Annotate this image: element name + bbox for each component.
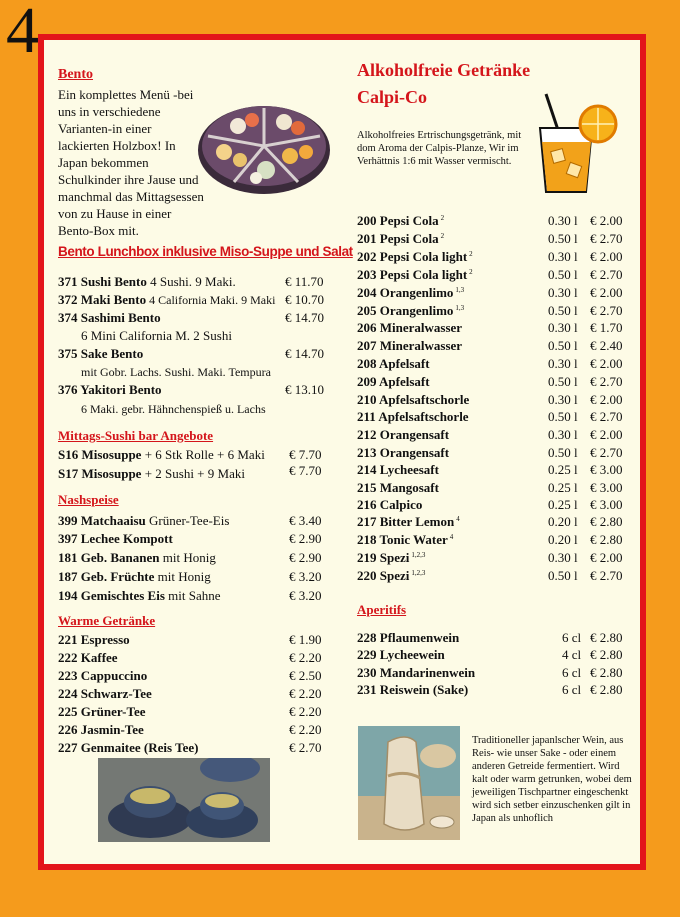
sake-note: Traditioneller japanlscher Wein, aus Reis- wie unser Sake - oder einem anderen Getreide fermentiert. Wird kalt oder warm getrunken, wobei dem jeweiligen Tischpartner eingeschenkt wird sich setber einzuschenken gilt in Japan als unhoflich	[472, 735, 632, 824]
aperitif-volume: 6 cl	[562, 630, 582, 645]
warme-item: 226 Jasmin-Tee	[58, 722, 144, 737]
nashspeise-item: 399 Matchaaisu Grüner-Tee-Eis	[58, 513, 230, 528]
lunchbox-item: 372 Maki Bento 4 California Maki. 9 Maki	[58, 292, 276, 307]
drink-price: € 2.70	[590, 445, 623, 460]
drink-item: 216 Calpico	[357, 497, 423, 512]
aperitif-item: 231 Reiswein (Sake)	[357, 682, 469, 697]
lunchbox-item: 376 Yakitori Bento	[58, 382, 162, 397]
warme-price: € 2.70	[289, 740, 322, 755]
aperitif-item: 228 Pflaumenwein	[357, 630, 460, 645]
drink-item: 211 Apfelsaftschorle	[357, 409, 469, 424]
aperitif-item: 230 Mandarinenwein	[357, 665, 476, 680]
lunchbox-title: Bento Lunchbox inklusive Miso-Suppe und Salat	[58, 244, 353, 259]
drink-price: € 2.80	[590, 532, 623, 547]
alkoholfrei-title: Alkoholfreie Getränke	[357, 60, 531, 80]
drink-volume: 0.50 l	[548, 303, 578, 318]
drink-price: € 2.00	[590, 285, 623, 300]
warme-item: 221 Espresso	[58, 632, 130, 647]
drink-price: € 2.70	[590, 267, 623, 282]
drink-price: € 2.00	[590, 550, 623, 565]
drink-item: 210 Apfelsaftschorle	[357, 392, 470, 407]
drink-volume: 0.30 l	[548, 392, 578, 407]
drink-volume: 0.30 l	[548, 249, 578, 264]
bento-box-image	[194, 96, 334, 198]
drink-glass-image	[530, 92, 622, 196]
nashspeise-price: € 3.40	[289, 513, 322, 528]
warme-title: Warme Getränke	[58, 613, 156, 628]
drink-volume: 0.50 l	[548, 267, 578, 282]
drink-item: 207 Mineralwasser	[357, 338, 463, 353]
drink-item: 209 Apfelsaft	[357, 374, 430, 389]
calpico-title: Calpi-Co	[357, 87, 428, 107]
drink-item: 213 Orangensaft	[357, 445, 450, 460]
mittags-price: € 7.70	[289, 447, 322, 462]
aperitif-volume: 4 cl	[562, 647, 582, 662]
drink-volume: 0.50 l	[548, 445, 578, 460]
drink-item: 204 Orangenlimo $^{1,3}$	[357, 285, 465, 300]
drink-volume: 0.30 l	[548, 285, 578, 300]
drink-price: € 2.00	[590, 249, 623, 264]
drink-price: € 2.40	[590, 338, 623, 353]
mittags-price: € 7.70	[289, 463, 322, 478]
drink-volume: 0.30 l	[548, 320, 578, 335]
drink-item: 203 Pepsi Cola light $^2$	[357, 267, 473, 282]
drink-price: € 2.00	[590, 427, 623, 442]
warme-price: € 2.20	[289, 722, 322, 737]
drink-item: 215 Mangosaft	[357, 480, 439, 495]
aperitifs-title: Aperitifs	[357, 602, 407, 617]
warme-price: € 2.50	[289, 668, 322, 683]
drink-price: € 3.00	[590, 462, 623, 477]
drink-volume: 0.50 l	[548, 568, 578, 583]
drink-price: € 2.70	[590, 231, 623, 246]
sake-bottle-image	[358, 726, 460, 840]
drink-item: 208 Apfelsaft	[357, 356, 430, 371]
aperitif-item: 229 Lycheewein	[357, 647, 445, 662]
drink-item: 212 Orangensaft	[357, 427, 450, 442]
drink-price: € 2.70	[590, 568, 623, 583]
aperitif-volume: 6 cl	[562, 682, 582, 697]
lunchbox-item: 375 Sake Bento	[58, 346, 144, 361]
tea-set-image	[98, 758, 270, 842]
warme-item: 222 Kaffee	[58, 650, 118, 665]
lunchbox-item-detail: 6 Maki. gebr. Hähnchenspieß u. Lachs	[81, 402, 266, 416]
lunchbox-price: € 14.70	[285, 310, 324, 325]
drink-volume: 0.50 l	[548, 409, 578, 424]
drink-volume: 0.50 l	[548, 374, 578, 389]
aperitif-price: € 2.80	[590, 682, 623, 697]
drink-item: 201 Pepsi Cola $^2$	[357, 231, 445, 246]
nashspeise-item: 397 Lechee Kompott	[58, 531, 173, 546]
lunchbox-price: € 13.10	[285, 382, 324, 397]
drink-volume: 0.25 l	[548, 462, 578, 477]
warme-item: 223 Cappuccino	[58, 668, 148, 683]
calpico-description: Alkoholfreies Ertrischungsgetränk, mit dom Aroma der Calpis-Planze, Wir im Verhättnis 1:6 mit Wasser vermischt.	[357, 130, 522, 167]
nashspeise-title: Nashspeise	[58, 492, 119, 507]
mittags-item: S17 Misosuppe + 2 Sushi + 9 Maki	[58, 466, 245, 481]
drink-volume: 0.30 l	[548, 550, 578, 565]
warme-price: € 2.20	[289, 650, 322, 665]
bento-title: Bento	[58, 67, 93, 82]
aperitif-volume: 6 cl	[562, 665, 582, 680]
lunchbox-price: € 11.70	[285, 274, 324, 289]
nashspeise-item: 181 Geb. Bananen mit Honig	[58, 550, 216, 565]
drink-item: 202 Pepsi Cola light $^2$	[357, 249, 473, 264]
nashspeise-price: € 3.20	[289, 569, 322, 584]
aperitif-price: € 2.80	[590, 665, 623, 680]
drink-price: € 2.80	[590, 514, 623, 529]
drink-item: 220 Spezi $^{1,2,3}$	[357, 568, 426, 583]
page-number: 4	[6, 0, 39, 67]
warme-price: € 1.90	[289, 632, 322, 647]
lunchbox-item-detail: mit Gobr. Lachs. Sushi. Maki. Tempura	[81, 365, 271, 379]
nashspeise-item: 194 Gemischtes Eis mit Sahne	[58, 588, 221, 603]
mittags-title: Mittags-Sushi bar Angebote	[58, 428, 214, 443]
lunchbox-item: 374 Sashimi Bento	[58, 310, 161, 325]
lunchbox-item-detail: 6 Mini California M. 2 Sushi	[81, 328, 232, 343]
nashspeise-price: € 2.90	[289, 531, 322, 546]
drink-item: 206 Mineralwasser	[357, 320, 463, 335]
lunchbox-price: € 14.70	[285, 346, 324, 361]
lunchbox-item: 371 Sushi Bento 4 Sushi. 9 Maki.	[58, 274, 236, 289]
drink-volume: 0.50 l	[548, 231, 578, 246]
drink-price: € 3.00	[590, 480, 623, 495]
drink-volume: 0.50 l	[548, 338, 578, 353]
drink-price: € 1.70	[590, 320, 623, 335]
nashspeise-price: € 2.90	[289, 550, 322, 565]
drink-volume: 0.25 l	[548, 497, 578, 512]
drink-volume: 0.30 l	[548, 356, 578, 371]
drink-volume: 0.30 l	[548, 213, 578, 228]
drink-item: 217 Bitter Lemon $^4$	[357, 514, 460, 529]
drink-volume: 0.20 l	[548, 532, 578, 547]
bento-description: Ein komplettes Menü -bei uns in verschiedene Varianten-in einer lackierten Holzbox! In Japan bekommen Schulkinder ihre Jause und manchmal das Mittagsessen von zu Hause in einer Bento-Box mit.	[58, 87, 204, 238]
drink-price: € 2.00	[590, 356, 623, 371]
drink-volume: 0.25 l	[548, 480, 578, 495]
drink-price: € 2.70	[590, 303, 623, 318]
drink-item: 219 Spezi $^{1,2,3}$	[357, 550, 426, 565]
warme-item: 225 Grüner-Tee	[58, 704, 146, 719]
warme-item: 224 Schwarz-Tee	[58, 686, 152, 701]
aperitif-price: € 2.80	[590, 630, 623, 645]
lunchbox-price: € 10.70	[285, 292, 324, 307]
nashspeise-item: 187 Geb. Früchte mit Honig	[58, 569, 211, 584]
drink-price: € 2.70	[590, 374, 623, 389]
drink-item: 218 Tonic Water $^4$	[357, 532, 454, 547]
aperitif-price: € 2.80	[590, 647, 623, 662]
drink-price: € 3.00	[590, 497, 623, 512]
drink-item: 214 Lycheesaft	[357, 462, 439, 477]
drink-price: € 2.00	[590, 213, 623, 228]
drink-volume: 0.20 l	[548, 514, 578, 529]
drink-volume: 0.30 l	[548, 427, 578, 442]
warme-price: € 2.20	[289, 686, 322, 701]
drink-item: 200 Pepsi Cola $^2$	[357, 213, 445, 228]
mittags-item: S16 Misosuppe + 6 Stk Rolle + 6 Maki	[58, 447, 265, 462]
drink-price: € 2.70	[590, 409, 623, 424]
warme-price: € 2.20	[289, 704, 322, 719]
nashspeise-price: € 3.20	[289, 588, 322, 603]
warme-item: 227 Genmaitee (Reis Tee)	[58, 740, 199, 755]
drink-price: € 2.00	[590, 392, 623, 407]
drink-item: 205 Orangenlimo $^{1,3}$	[357, 303, 465, 318]
